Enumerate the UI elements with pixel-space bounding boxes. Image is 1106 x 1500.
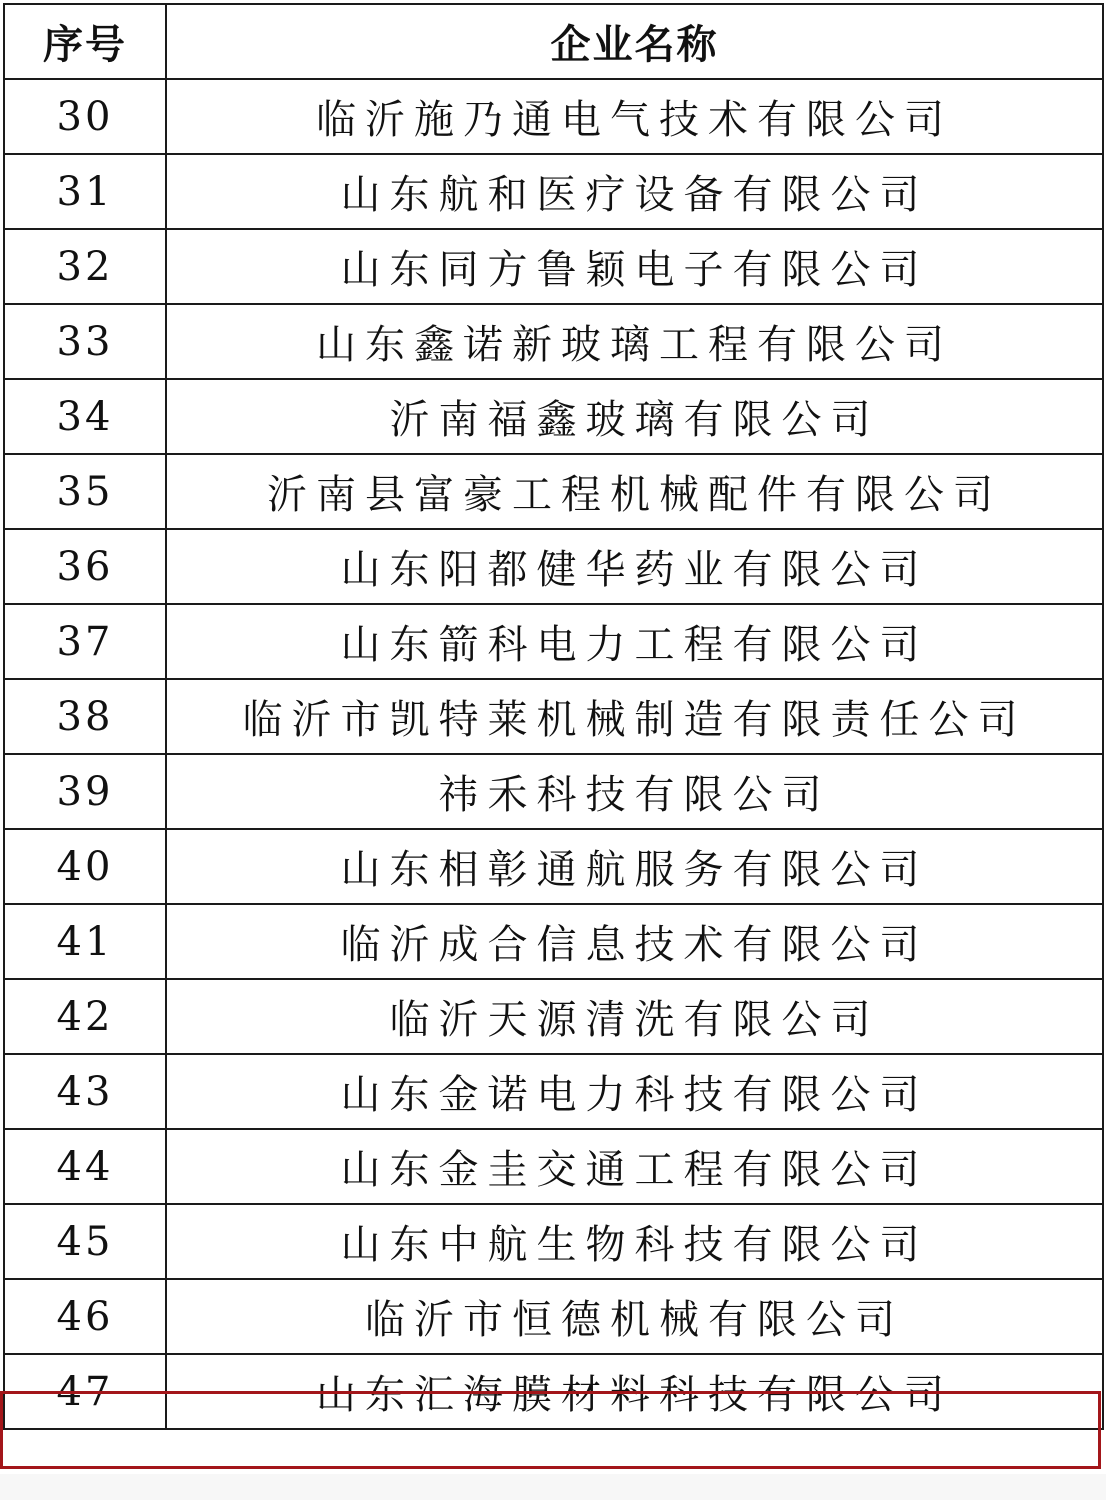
page-bottom-margin (0, 1474, 1106, 1500)
table-row (4, 1279, 1103, 1354)
row-company-name: 山东航和医疗设备有限公司 (166, 154, 1103, 229)
row-index: 44 (4, 1129, 166, 1204)
row-index: 32 (4, 229, 166, 304)
table-row (4, 1354, 1103, 1429)
row-company-name: 沂南福鑫玻璃有限公司 (166, 379, 1103, 454)
row-index: 45 (4, 1204, 166, 1279)
table-row (4, 604, 1103, 679)
table-row (4, 229, 1103, 304)
table-row (4, 79, 1103, 154)
row-index: 39 (4, 754, 166, 829)
row-company-name: 临沂市凯特莱机械制造有限责任公司 (166, 679, 1103, 754)
row-index: 35 (4, 454, 166, 529)
row-index: 41 (4, 904, 166, 979)
row-index: 30 (4, 79, 166, 154)
table-row (4, 454, 1103, 529)
row-company-name: 临沂市恒德机械有限公司 (166, 1279, 1103, 1354)
table-row (4, 1054, 1103, 1129)
row-company-name: 山东汇海膜材料科技有限公司 (166, 1354, 1103, 1429)
table-row (4, 379, 1103, 454)
table-row (4, 529, 1103, 604)
row-company-name: 沂南县富豪工程机械配件有限公司 (166, 454, 1103, 529)
row-index: 36 (4, 529, 166, 604)
table-row (4, 979, 1103, 1054)
row-index: 34 (4, 379, 166, 454)
table-row (4, 754, 1103, 829)
row-index: 33 (4, 304, 166, 379)
row-index: 46 (4, 1279, 166, 1354)
column-header-index: 序号 (4, 4, 166, 79)
row-company-name: 临沂成合信息技术有限公司 (166, 904, 1103, 979)
table-header-row (4, 4, 1103, 79)
row-index: 47 (4, 1354, 166, 1429)
table-row (4, 904, 1103, 979)
row-index: 38 (4, 679, 166, 754)
row-index: 40 (4, 829, 166, 904)
row-company-name: 山东同方鲁颖电子有限公司 (166, 229, 1103, 304)
row-company-name: 山东相彰通航服务有限公司 (166, 829, 1103, 904)
table-row (4, 679, 1103, 754)
row-company-name: 山东鑫诺新玻璃工程有限公司 (166, 304, 1103, 379)
table-row (4, 1204, 1103, 1279)
table-row (4, 829, 1103, 904)
row-company-name: 临沂施乃通电气技术有限公司 (166, 79, 1103, 154)
row-company-name: 临沂天源清洗有限公司 (166, 979, 1103, 1054)
table-row (4, 154, 1103, 229)
company-table (3, 3, 1104, 1430)
row-index: 37 (4, 604, 166, 679)
row-index: 31 (4, 154, 166, 229)
row-company-name: 山东金圭交通工程有限公司 (166, 1129, 1103, 1204)
row-company-name: 山东箭科电力工程有限公司 (166, 604, 1103, 679)
row-index: 43 (4, 1054, 166, 1129)
row-company-name: 山东金诺电力科技有限公司 (166, 1054, 1103, 1129)
row-company-name: 山东中航生物科技有限公司 (166, 1204, 1103, 1279)
column-header-company: 企业名称 (166, 4, 1103, 79)
table-body (4, 79, 1103, 1429)
row-company-name: 祎禾科技有限公司 (166, 754, 1103, 829)
table-row (4, 304, 1103, 379)
row-index: 42 (4, 979, 166, 1054)
table-row (4, 1129, 1103, 1204)
row-company-name: 山东阳都健华药业有限公司 (166, 529, 1103, 604)
